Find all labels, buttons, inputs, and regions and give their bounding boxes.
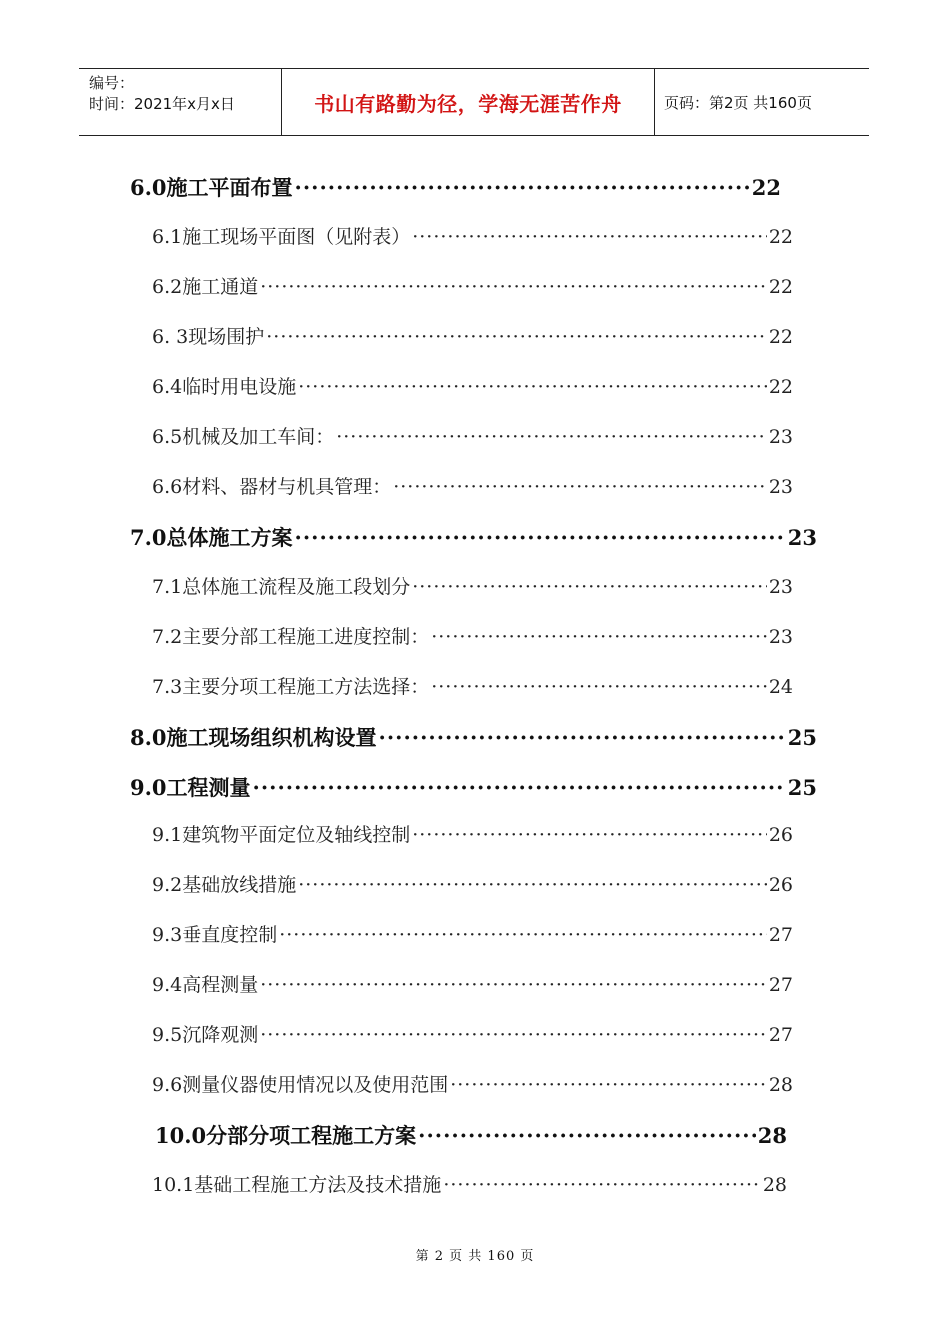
toc-entry-page-number: 23: [768, 576, 793, 598]
toc-dot-leader: [431, 626, 767, 648]
toc-entry-page-number: 23: [768, 476, 793, 498]
toc-dot-leader: [298, 874, 767, 896]
toc-entry-page-number: 22: [768, 226, 793, 248]
toc-entry-label: 10.1基础工程施工方法及技术措施: [152, 1174, 442, 1196]
toc-entry[interactable]: [155, 1120, 787, 1150]
toc-entry[interactable]: [152, 322, 793, 349]
toc-entry-label: 6. 3现场围护: [152, 326, 265, 348]
toc-entry[interactable]: [152, 422, 793, 449]
toc-entry-page-number: 27: [768, 1024, 793, 1046]
toc-entry-page-number: 22: [768, 276, 793, 298]
toc-entry-page-number: 22: [768, 326, 793, 348]
toc-entry-label: 7.3主要分项工程施工方法选择：: [152, 676, 430, 698]
toc-dot-leader: [450, 1074, 767, 1096]
toc-entry[interactable]: [152, 1020, 793, 1047]
toc-entry-label: 9.0工程测量: [130, 775, 251, 800]
toc-dot-leader: [298, 376, 767, 398]
toc-dot-leader: [295, 175, 750, 200]
toc-entry[interactable]: [130, 172, 781, 202]
toc-dot-leader: [253, 775, 786, 800]
toc-entry-page-number: 23: [768, 426, 793, 448]
toc-dot-leader: [431, 676, 767, 698]
toc-entry[interactable]: [130, 522, 817, 552]
toc-entry-label: 8.0施工现场组织机构设置: [130, 725, 377, 750]
toc-entry-page-number: 25: [787, 725, 817, 750]
toc-entry-label: 7.2主要分部工程施工进度控制：: [152, 626, 430, 648]
toc-entry[interactable]: [152, 820, 793, 847]
toc-dot-leader: [443, 1174, 761, 1196]
toc-entry-page-number: 27: [768, 924, 793, 946]
toc-entry[interactable]: [152, 222, 793, 249]
toc-entry-page-number: 28: [768, 1074, 793, 1096]
toc-entry-label: 10.0分部分项工程施工方案: [155, 1123, 417, 1148]
toc-dot-leader: [412, 576, 767, 598]
toc-entry-page-number: 28: [757, 1123, 787, 1148]
toc-entry-page-number: 26: [768, 824, 793, 846]
time-label: 时间：2021年x月x日: [89, 95, 235, 113]
header-page-info: 页码：第2页 共160页: [664, 93, 812, 112]
toc-entry-page-number: 22: [751, 175, 781, 200]
toc-entry[interactable]: [152, 870, 793, 897]
toc-entry-label: 9.3垂直度控制: [152, 924, 278, 946]
toc-entry-page-number: 22: [768, 376, 793, 398]
toc-entry[interactable]: [152, 1170, 787, 1197]
toc-entry-page-number: 24: [768, 676, 793, 698]
page-footer: 第 2 页 共 160 页: [415, 1249, 535, 1264]
toc-entry-label: 6.6材料、器材与机具管理：: [152, 476, 392, 498]
toc-entry-label: 9.1建筑物平面定位及轴线控制: [152, 824, 411, 846]
header-motto: 书山有路勤为径，学海无涯苦作舟: [281, 69, 655, 135]
toc-entry-page-number: 23: [787, 525, 817, 550]
toc-entry-label: 6.5机械及加工车间：: [152, 426, 335, 448]
toc-entry[interactable]: [152, 1070, 793, 1097]
toc-entry-page-number: 28: [762, 1174, 787, 1196]
toc-entry-label: 9.5沉降观测: [152, 1024, 259, 1046]
toc-entry-label: 6.4临时用电设施: [152, 376, 297, 398]
toc-dot-leader: [260, 1024, 767, 1046]
toc-dot-leader: [295, 525, 786, 550]
toc-dot-leader: [412, 226, 767, 248]
toc-entry-label: 7.0总体施工方案: [130, 525, 293, 550]
toc-entry-label: 9.4高程测量: [152, 974, 259, 996]
toc-entry[interactable]: [152, 372, 793, 399]
toc-entry[interactable]: [152, 970, 793, 997]
toc-entry-label: 7.1总体施工流程及施工段划分: [152, 576, 411, 598]
toc-entry[interactable]: [152, 672, 793, 699]
toc-entry-label: 6.0施工平面布置: [130, 175, 293, 200]
toc-dot-leader: [260, 276, 767, 298]
toc-entry[interactable]: [152, 472, 793, 499]
toc-entry-page-number: 26: [768, 874, 793, 896]
toc-dot-leader: [266, 326, 767, 348]
toc-entry-page-number: 23: [768, 626, 793, 648]
toc-dot-leader: [260, 974, 767, 996]
toc-dot-leader: [336, 426, 767, 448]
serial-label: 编号：: [89, 74, 135, 92]
toc-entry[interactable]: [130, 772, 817, 802]
toc-dot-leader: [412, 824, 767, 846]
toc-entry-label: 9.2基础放线措施: [152, 874, 297, 896]
toc-entry[interactable]: [152, 622, 793, 649]
toc-dot-leader: [393, 476, 767, 498]
toc-entry-label: 6.1施工现场平面图（见附表）: [152, 226, 411, 248]
toc-entry[interactable]: [152, 572, 793, 599]
toc-entry-label: 6.2施工通道: [152, 276, 259, 298]
toc-entry-page-number: 27: [768, 974, 793, 996]
page-header: [79, 68, 869, 136]
toc-entry-label: 9.6测量仪器使用情况以及使用范围: [152, 1074, 449, 1096]
toc-dot-leader: [418, 1123, 756, 1148]
toc-dot-leader: [279, 924, 767, 946]
toc-entry-page-number: 25: [787, 775, 817, 800]
toc-entry[interactable]: [130, 722, 817, 752]
header-meta: [89, 73, 235, 115]
toc-dot-leader: [379, 725, 786, 750]
toc-entry[interactable]: [152, 920, 793, 947]
toc-entry[interactable]: [152, 272, 793, 299]
